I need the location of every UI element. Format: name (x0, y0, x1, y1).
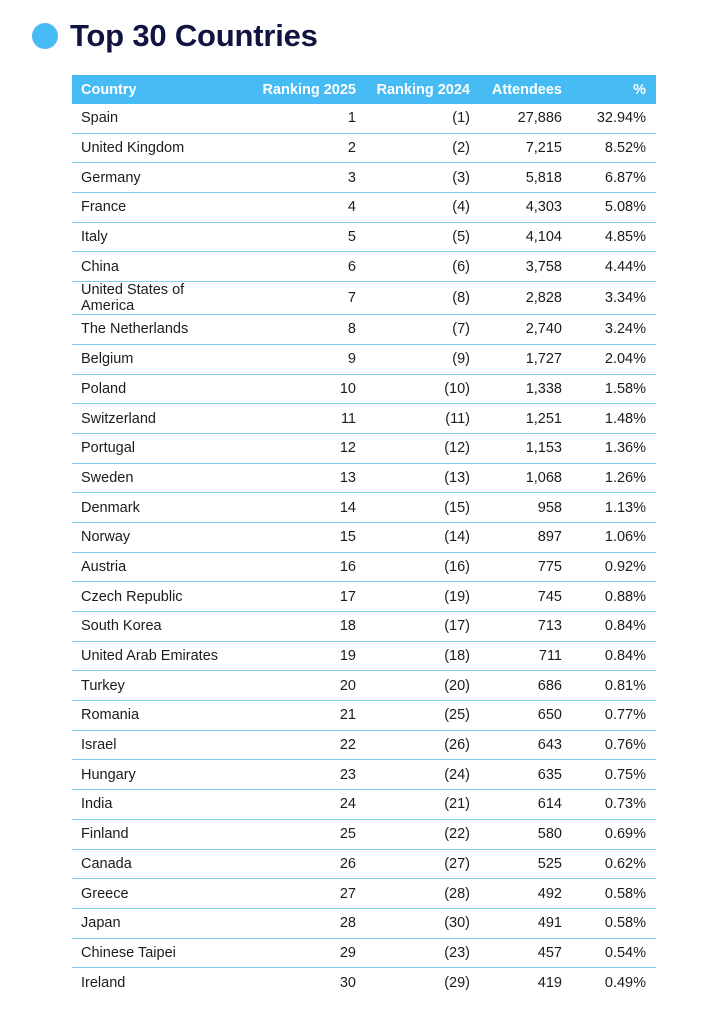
cell-ranking-2024: (20) (356, 671, 470, 701)
cell-attendees: 614 (470, 790, 562, 820)
cell-ranking-2024: (19) (356, 582, 470, 612)
cell-country: The Netherlands (72, 315, 232, 345)
cell-attendees: 713 (470, 612, 562, 642)
cell-ranking-2024: (1) (356, 104, 470, 133)
cell-attendees: 580 (470, 819, 562, 849)
cell-attendees: 419 (537, 974, 562, 991)
cell-attendees: 491 (470, 908, 562, 938)
cell-ranking-2024: (23) (356, 938, 470, 968)
cell-ranking-2024: (12) (356, 433, 470, 463)
table-header (72, 75, 656, 104)
cell-ranking-2024: (8) (356, 282, 470, 315)
cell-percent: 4.85% (562, 222, 656, 252)
cell-country: Norway (72, 522, 232, 552)
cell-country: Denmark (72, 493, 232, 523)
cell-percent: 1.36% (562, 433, 656, 463)
cell-percent: 0.58% (562, 879, 656, 909)
cell-attendees: 1,727 (470, 344, 562, 374)
table-row (72, 374, 656, 404)
cell-ranking-2024: (10) (356, 374, 470, 404)
cell-ranking-2025: 19 (232, 641, 356, 671)
table-row (72, 790, 656, 820)
table-row (72, 968, 656, 997)
cell-percent: 0.54% (562, 938, 656, 968)
cell-attendees: 2,828 (470, 282, 562, 315)
cell-country: United States of America (72, 282, 232, 315)
cell-ranking-2025: 17 (232, 582, 356, 612)
table-row (72, 522, 656, 552)
cell-ranking-2024: (17) (356, 612, 470, 642)
table-row (72, 433, 656, 463)
cell-country: Finland (72, 819, 232, 849)
cell-ranking-2025: 25 (232, 819, 356, 849)
table-row (72, 730, 656, 760)
cell-ranking-2025: 21 (232, 701, 356, 731)
cell-country: Chinese Taipei (72, 938, 232, 968)
cell-ranking-2024: (18) (356, 641, 470, 671)
cell-percent: 0.76% (562, 730, 656, 760)
cell-ranking-2025: 14 (232, 493, 356, 523)
cell-country: Israel (72, 730, 232, 760)
cell-ranking-2024: (30) (356, 908, 470, 938)
header-row (72, 75, 656, 104)
cell-country: France (72, 193, 232, 223)
cell-ranking-2025: 2 (232, 133, 356, 163)
cell-country: Ireland (81, 974, 126, 991)
cell-country: Belgium (72, 344, 232, 374)
header-attendees: Attendees (470, 75, 562, 104)
cell-ranking-2024: (28) (356, 879, 470, 909)
cell-country: Greece (72, 879, 232, 909)
cell-ranking-2024: (21) (356, 790, 470, 820)
cell-ranking-2025: 23 (232, 760, 356, 790)
cell-country: Germany (72, 163, 232, 193)
cell-country: United Kingdom (72, 133, 232, 163)
cell-ranking-2025: 9 (232, 344, 356, 374)
cell-attendees: 492 (470, 879, 562, 909)
cell-percent: 0.92% (562, 552, 656, 582)
table-row (72, 222, 656, 252)
cell-percent: 0.81% (562, 671, 656, 701)
cell-ranking-2024: (11) (356, 404, 470, 434)
cell-percent: 8.52% (562, 133, 656, 163)
cell-ranking-2025: 15 (232, 522, 356, 552)
cell-attendees: 745 (470, 582, 562, 612)
table-row (72, 819, 656, 849)
cell-ranking-2025: 5 (232, 222, 356, 252)
cell-country: Romania (72, 701, 232, 731)
table-row (72, 404, 656, 434)
cell-percent: 1.48% (562, 404, 656, 434)
cell-country: Canada (72, 849, 232, 879)
cell-country: Austria (72, 552, 232, 582)
table-row (72, 104, 656, 133)
cell-ranking-2025: 30 (339, 974, 356, 991)
table-row (72, 344, 656, 374)
cell-ranking-2025: 6 (232, 252, 356, 282)
cell-ranking-2025: 12 (232, 433, 356, 463)
cell-ranking-2024: (24) (356, 760, 470, 790)
cell-percent: 0.49% (604, 974, 646, 991)
cell-country: South Korea (72, 612, 232, 642)
cell-ranking-2024: (14) (356, 522, 470, 552)
cell-ranking-2024: (6) (356, 252, 470, 282)
table-row (72, 612, 656, 642)
cell-percent: 5.08% (562, 193, 656, 223)
cell-ranking-2024: (3) (356, 163, 470, 193)
cell-attendees: 643 (470, 730, 562, 760)
cell-country: Portugal (72, 433, 232, 463)
cell-percent: 4.44% (562, 252, 656, 282)
table-row (72, 552, 656, 582)
cell-percent: 0.88% (562, 582, 656, 612)
cell-attendees: 457 (470, 938, 562, 968)
cell-ranking-2025: 7 (232, 282, 356, 315)
table-row (72, 193, 656, 223)
cell-percent: 0.84% (562, 641, 656, 671)
cell-percent: 32.94% (562, 104, 656, 133)
header-ranking-2024: Ranking 2024 (356, 75, 470, 104)
table-row (72, 641, 656, 671)
header-ranking-2025: Ranking 2025 (232, 75, 356, 104)
cell-ranking-2025: 29 (232, 938, 356, 968)
cell-percent: 0.58% (562, 908, 656, 938)
cell-attendees: 1,338 (470, 374, 562, 404)
cell-ranking-2024: (15) (356, 493, 470, 523)
table-row (72, 938, 656, 968)
table-row (72, 493, 656, 523)
cell-country: Hungary (72, 760, 232, 790)
cell-percent: 1.26% (562, 463, 656, 493)
cell-ranking-2024: (7) (356, 315, 470, 345)
cell-country: Japan (72, 908, 232, 938)
table-row (72, 315, 656, 345)
table-row (72, 671, 656, 701)
cell-attendees: 4,104 (470, 222, 562, 252)
cell-ranking-2025: 24 (232, 790, 356, 820)
cell-ranking-2024: (27) (356, 849, 470, 879)
cell-percent: 1.13% (562, 493, 656, 523)
cell-attendees: 897 (470, 522, 562, 552)
table-row (72, 908, 656, 938)
table-row (72, 282, 656, 315)
cell-ranking-2025: 8 (232, 315, 356, 345)
page-title: Top 30 Countries (70, 18, 318, 53)
cell-ranking-2024: (25) (356, 701, 470, 731)
cell-percent: 0.75% (562, 760, 656, 790)
cell-attendees: 1,153 (470, 433, 562, 463)
cell-attendees: 1,251 (470, 404, 562, 434)
cell-attendees: 7,215 (470, 133, 562, 163)
cell-country: Czech Republic (72, 582, 232, 612)
cell-country: China (72, 252, 232, 282)
cell-attendees: 2,740 (470, 315, 562, 345)
cell-attendees: 3,758 (470, 252, 562, 282)
cell-attendees: 686 (470, 671, 562, 701)
cell-ranking-2024: (2) (356, 133, 470, 163)
cell-attendees: 958 (470, 493, 562, 523)
cell-ranking-2024: (13) (356, 463, 470, 493)
cell-percent: 0.84% (562, 612, 656, 642)
cell-ranking-2025: 4 (232, 193, 356, 223)
cell-percent: 3.34% (562, 282, 656, 315)
cell-percent: 6.87% (562, 163, 656, 193)
cell-attendees: 4,303 (470, 193, 562, 223)
cell-country: United Arab Emirates (72, 641, 232, 671)
countries-table (72, 75, 656, 997)
header-country: Country (72, 75, 232, 104)
cell-ranking-2025: 11 (232, 404, 356, 434)
cell-ranking-2024: (26) (356, 730, 470, 760)
cell-ranking-2024: (9) (356, 344, 470, 374)
table-row (72, 252, 656, 282)
cell-attendees: 711 (470, 641, 562, 671)
table-row (72, 701, 656, 731)
cell-percent: 2.04% (562, 344, 656, 374)
cell-ranking-2025: 22 (232, 730, 356, 760)
cell-attendees: 775 (470, 552, 562, 582)
cell-ranking-2024: (5) (356, 222, 470, 252)
cell-ranking-2025: 18 (232, 612, 356, 642)
cell-ranking-2025: 13 (232, 463, 356, 493)
cell-attendees: 27,886 (470, 104, 562, 133)
cell-attendees: 5,818 (470, 163, 562, 193)
cell-attendees: 650 (470, 701, 562, 731)
header-percent: % (562, 75, 656, 104)
table-row (72, 582, 656, 612)
cell-percent: 0.69% (562, 819, 656, 849)
cell-attendees: 1,068 (470, 463, 562, 493)
cell-ranking-2024: (16) (356, 552, 470, 582)
cell-country: Switzerland (72, 404, 232, 434)
cell-percent: 1.58% (562, 374, 656, 404)
cell-attendees: 635 (470, 760, 562, 790)
cell-percent: 0.62% (562, 849, 656, 879)
table-body (72, 104, 656, 997)
table-row (72, 163, 656, 193)
cell-ranking-2025: 1 (232, 104, 356, 133)
circle-bullet-icon (32, 23, 58, 49)
cell-ranking-2025: 10 (232, 374, 356, 404)
cell-ranking-2025: 20 (232, 671, 356, 701)
cell-ranking-2024: (22) (356, 819, 470, 849)
table-row (72, 849, 656, 879)
cell-country: Turkey (72, 671, 232, 701)
cell-ranking-2025: 3 (232, 163, 356, 193)
cell-ranking-2025: 26 (232, 849, 356, 879)
cell-ranking-2025: 27 (232, 879, 356, 909)
cell-ranking-2024: (4) (356, 193, 470, 223)
cell-attendees: 525 (470, 849, 562, 879)
cell-ranking-2024: (29) (444, 974, 470, 991)
cell-percent: 0.73% (562, 790, 656, 820)
table-row (72, 463, 656, 493)
table-row (72, 133, 656, 163)
cell-country: Spain (72, 104, 232, 133)
cell-country: India (72, 790, 232, 820)
cell-ranking-2025: 16 (232, 552, 356, 582)
cell-percent: 3.24% (562, 315, 656, 345)
cell-country: Sweden (72, 463, 232, 493)
cell-percent: 0.77% (562, 701, 656, 731)
cell-percent: 1.06% (562, 522, 656, 552)
cell-country: Italy (72, 222, 232, 252)
table-row (72, 879, 656, 909)
section-heading (32, 18, 318, 54)
table-row (72, 760, 656, 790)
cell-country: Poland (72, 374, 232, 404)
cell-ranking-2025: 28 (232, 908, 356, 938)
